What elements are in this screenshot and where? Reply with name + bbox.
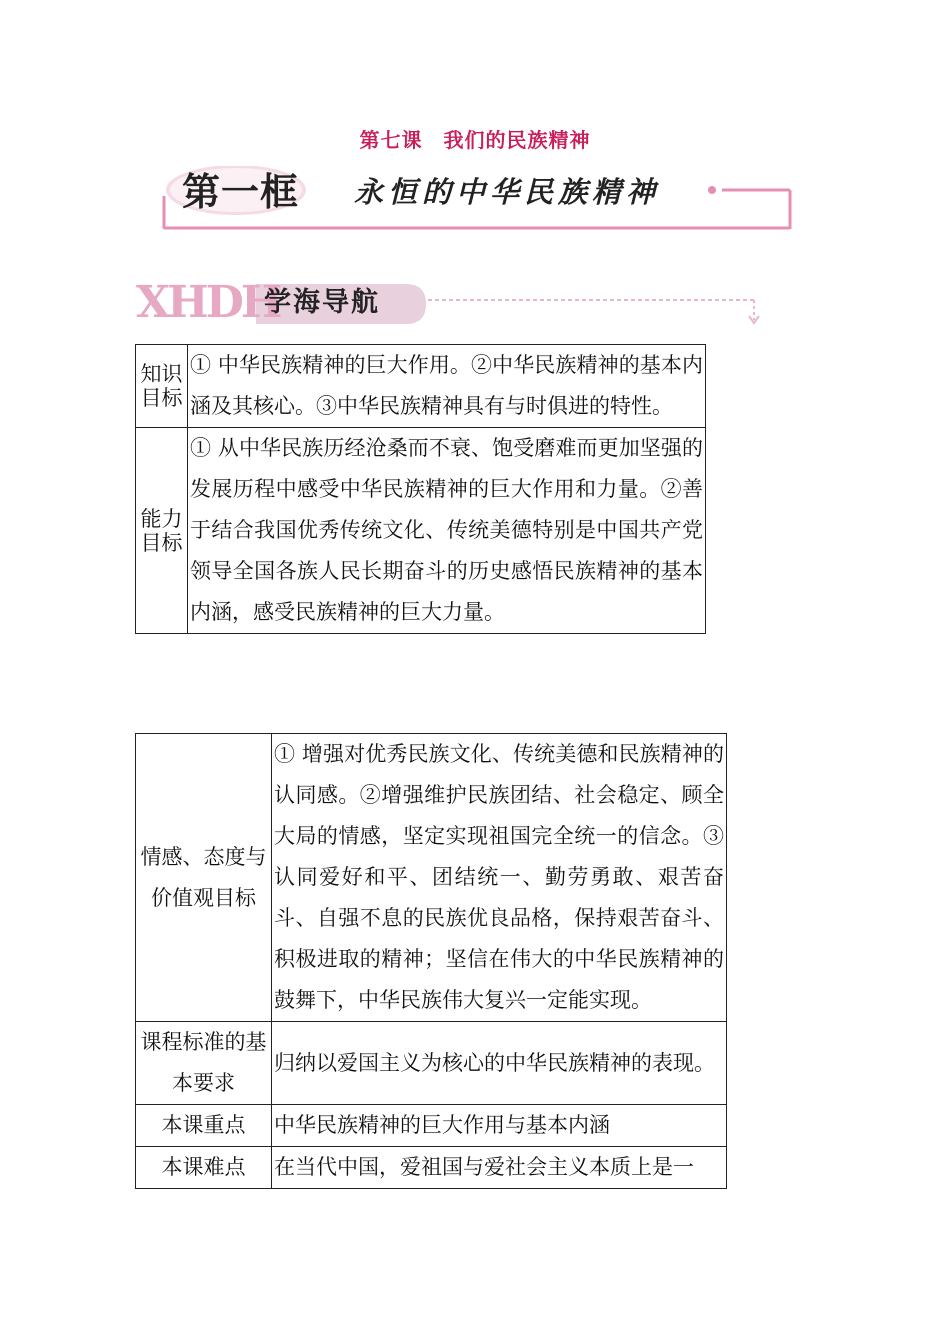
frame-heading: 永恒的中华民族精神 — [354, 175, 661, 209]
row-content: ① 增强对优秀民族文化、传统美德和民族精神的认同感。②增强维护民族团结、社会稳定、顾全大局的情感，坚定实现祖国完全统一的信念。③认同爱好和平、团结统一、勤劳勇敢、艰苦奋斗、自强不息的民族优良品格，保持艰苦奋斗、积极进取的精神；坚信在伟大的中华民族精神的鼓舞下，中华民族伟大复兴一定能实现。 — [272, 734, 727, 1022]
row-label: 能力目标 — [136, 428, 188, 634]
lesson-title: 第七课 我们的民族精神 — [359, 128, 591, 152]
frame-label: 第一框 — [182, 169, 300, 214]
row-label: 情感、态度与价值观目标 — [136, 734, 272, 1022]
row-content: ① 中华民族精神的巨大作用。②中华民族精神的基本内涵及其核心。③中华民族精神具有与时俱进的特性。 — [188, 345, 706, 428]
row-label: 本课重点 — [136, 1105, 272, 1147]
row-label: 本课难点 — [136, 1147, 272, 1189]
table-row — [136, 428, 706, 634]
row-label: 课程标准的基本要求 — [136, 1022, 272, 1105]
row-content: 归纳以爱国主义为核心的中华民族精神的表现。 — [272, 1022, 727, 1105]
row-content: ① 从中华民族历经沧桑而不衰、饱受磨难而更加坚强的发展历程中感受中华民族精神的巨大作用和力量。②善于结合我国优秀传统文化、传统美德特别是中国共产党领导全国各族人民长期奋斗的历史感悟民族精神的基本内涵，感受民族精神的巨大力量。 — [188, 428, 706, 634]
table-row — [136, 1147, 727, 1189]
section-banner — [162, 166, 792, 232]
goals-table-2 — [135, 733, 727, 1189]
table-row — [136, 734, 727, 1022]
nav-header — [136, 277, 766, 330]
nav-title: 学海导航 — [264, 287, 380, 318]
xhdh-logo: XHDH — [136, 277, 280, 328]
table-row — [136, 1105, 727, 1147]
goals-table-1 — [135, 344, 706, 634]
table-row — [136, 1022, 727, 1105]
row-content: 在当代中国，爱祖国与爱社会主义本质上是一 — [272, 1147, 727, 1189]
row-label: 知识目标 — [136, 345, 188, 428]
table-row — [136, 345, 706, 428]
row-content: 中华民族精神的巨大作用与基本内涵 — [272, 1105, 727, 1147]
